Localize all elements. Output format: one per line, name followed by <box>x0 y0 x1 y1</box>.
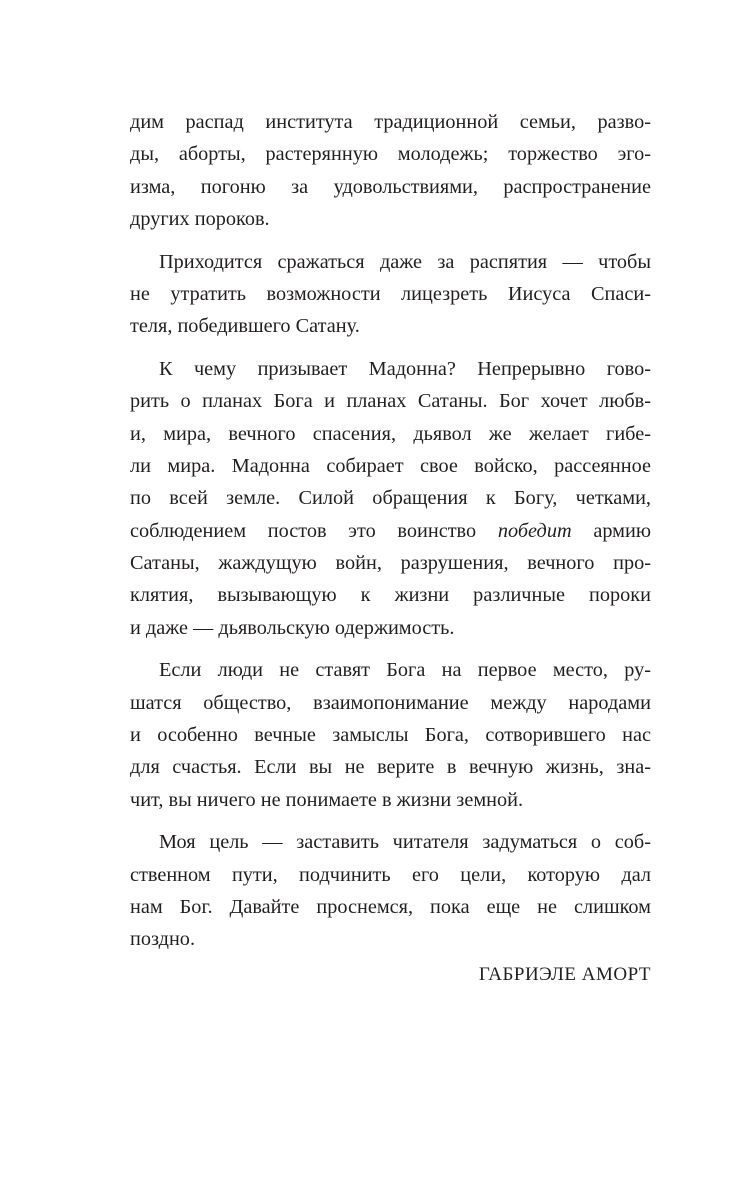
text-line: ственном пути, подчинить его цели, которую дал <box>130 863 651 886</box>
emphasized-word: победит <box>497 519 572 542</box>
text-line: и даже — дьявольскую одержимость. <box>130 616 455 639</box>
text-line: изма, погоню за удовольствиями, распространение <box>130 175 651 198</box>
paragraph <box>130 353 651 645</box>
paragraph <box>130 106 651 236</box>
text-line: теля, победившего Сатану. <box>130 315 360 338</box>
page-text <box>130 106 651 991</box>
text-line <box>130 515 651 547</box>
text-line: К чему призывает Мадонна? Непрерывно гово- <box>159 357 651 380</box>
paragraph <box>130 246 651 343</box>
text-line: и особенно вечные замыслы Бога, сотворившего нас <box>130 724 651 747</box>
text-fragment: армию <box>593 519 651 542</box>
text-line: и, мира, вечного спасения, дьявол же желает гибе- <box>130 422 651 445</box>
paragraph <box>130 826 651 956</box>
text-line: для счастья. Если вы не верите в вечную жизнь, зна- <box>130 756 651 779</box>
text-line: по всей земле. Силой обращения к Богу, четками, <box>130 487 651 510</box>
text-line: рить о планах Бога и планах Сатаны. Бог хочет любв- <box>130 390 651 413</box>
text-line: Приходится сражаться даже за распятия — чтобы <box>159 250 651 273</box>
text-line: чит, вы ничего не понимаете в жизни земной. <box>130 788 524 811</box>
text-fragment: соблюдением постов это воинство <box>130 519 477 542</box>
text-line: ли мира. Мадонна собирает свое войско, рассеянное <box>130 454 651 477</box>
paragraph <box>130 654 651 816</box>
text-line: поздно. <box>130 928 196 951</box>
author-signature: ГАБРИЭЛЕ АМОРТ <box>478 963 651 985</box>
text-line: клятия, вызывающую к жизни различные пороки <box>130 584 651 607</box>
text-line: Сатаны, жаждущую войн, разрушения, вечного про- <box>130 552 651 575</box>
text-line: других пороков. <box>130 208 270 231</box>
text-line: нам Бог. Давайте проснемся, пока еще не слишком <box>130 895 651 918</box>
text-line: шатся общество, взаимопонимание между народами <box>130 691 651 714</box>
text-line: дим распад института традиционной семьи, разво- <box>130 111 651 133</box>
text-line: не утратить возможности лицезреть Иисуса Спаси- <box>130 282 651 305</box>
text-line: ды, аборты, растерянную молодежь; торжество эго- <box>130 143 651 166</box>
text-line: Моя цель — заставить читателя задуматься о соб- <box>159 831 651 854</box>
text-line: Если люди не ставят Бога на первое место, ру- <box>159 659 651 682</box>
